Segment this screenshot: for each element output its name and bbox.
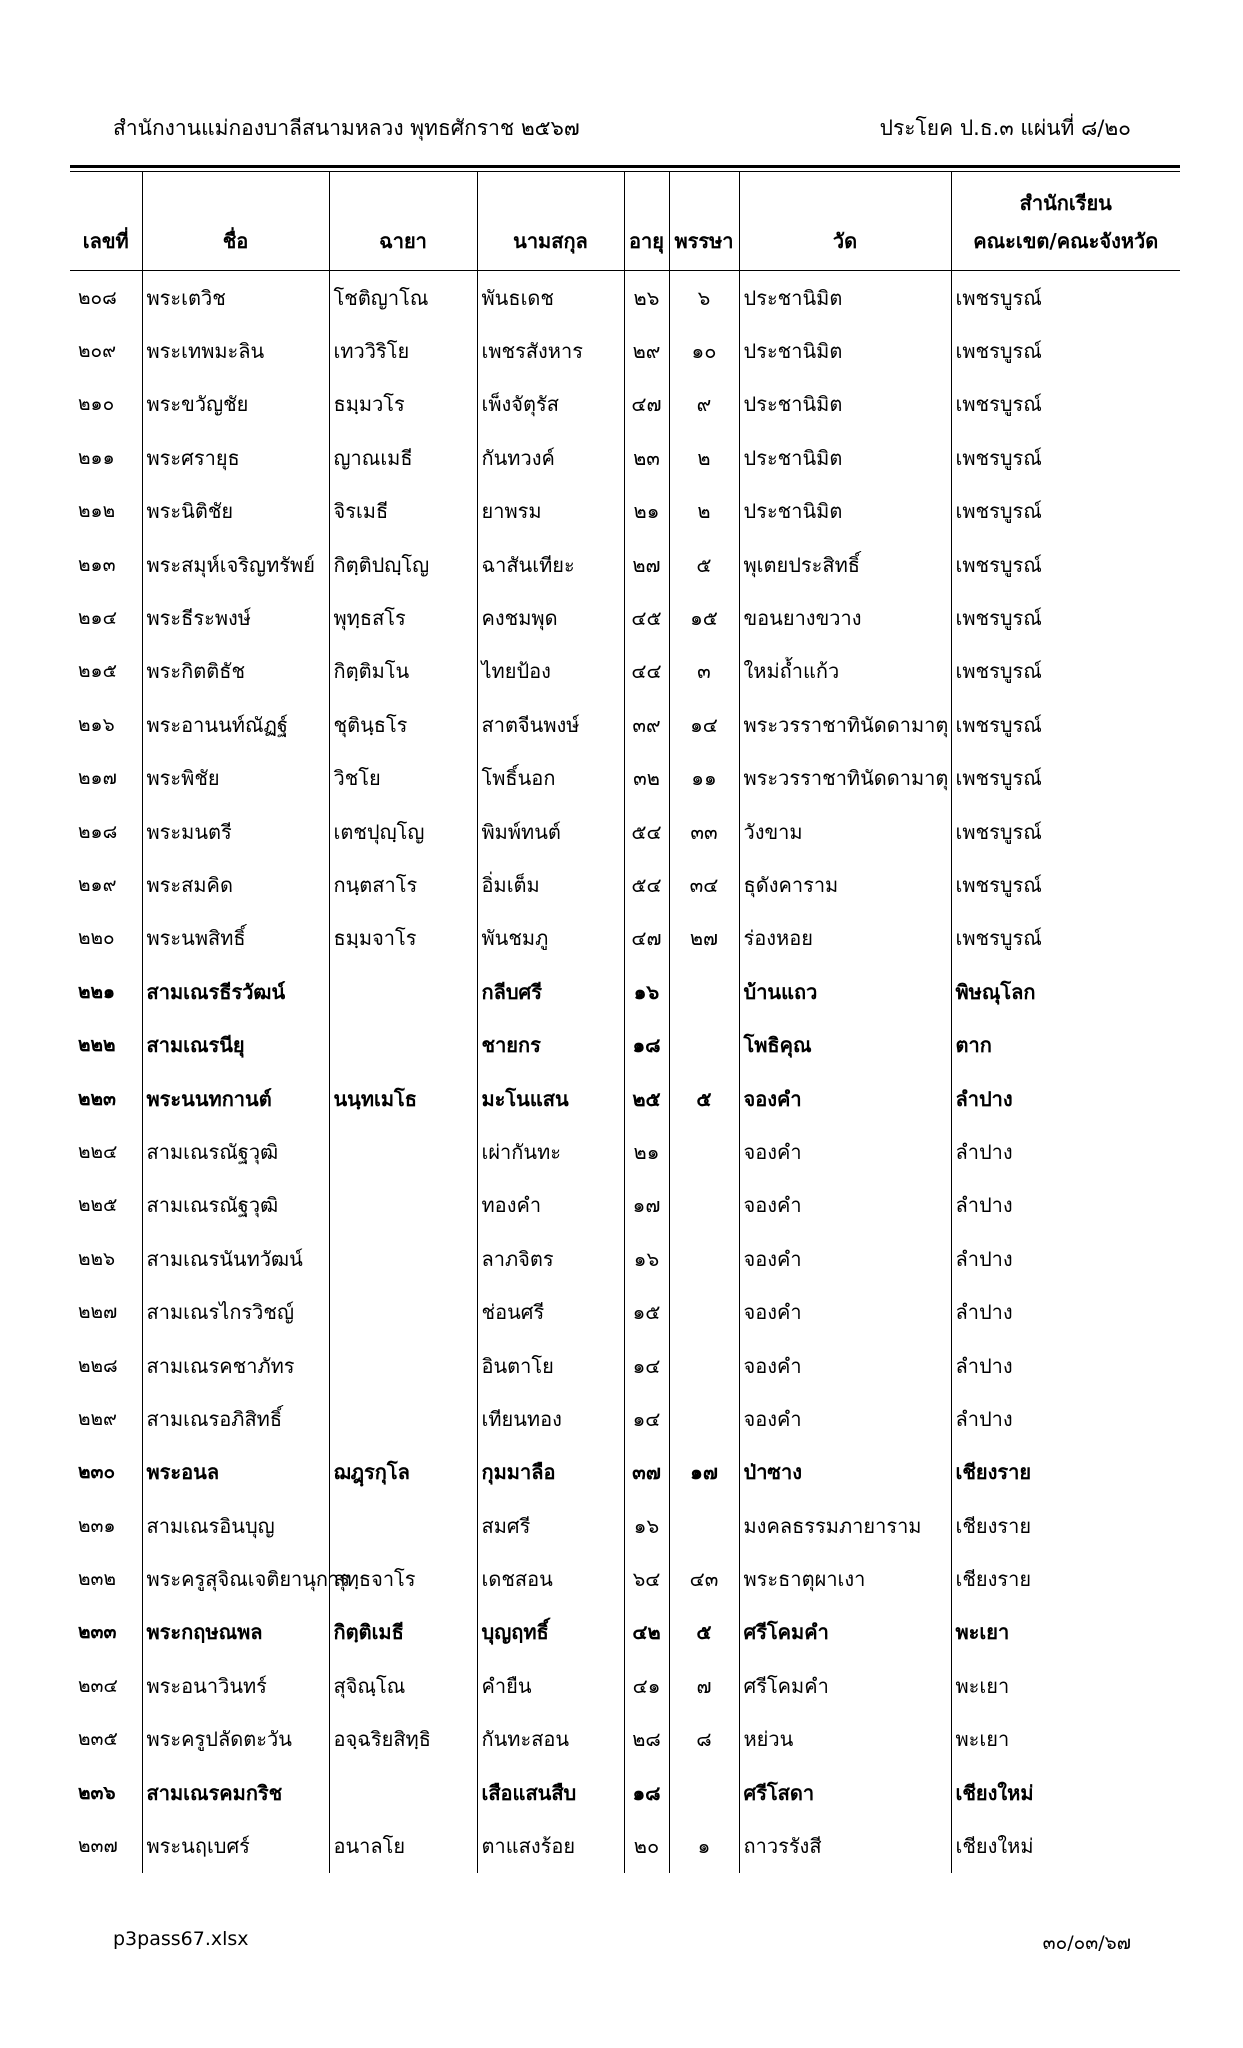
cell-age: ๓๗ [624, 1446, 669, 1499]
cell-office: พะเยา [951, 1713, 1180, 1766]
cell-no: ๒๑๘ [78, 820, 118, 843]
table-row [70, 1552, 1180, 1605]
cell-name: สามเณรนียุ [142, 1018, 329, 1071]
cell-chaya [329, 965, 477, 1018]
cell-surname: เทียนทอง [477, 1392, 624, 1445]
cell-chaya: เตชปุญฺโญ [329, 805, 477, 858]
cell-wat: จองคำ [739, 1072, 951, 1125]
cell-chaya: สุทฺธจาโร [329, 1552, 477, 1605]
cell-chaya: กนฺตสาโร [329, 858, 477, 911]
table-row [70, 1766, 1180, 1819]
cell-wat: บ้านแถว [739, 965, 951, 1018]
cell-wat: ประชานิมิต [739, 324, 951, 377]
col-age: อายุ [624, 172, 669, 271]
table-row [70, 538, 1180, 591]
table-row [70, 1285, 1180, 1338]
cell-no: ๒๒๓ [78, 1087, 117, 1110]
cell-no: ๒๒๐ [78, 927, 115, 950]
cell-age: ๒๑ [624, 485, 669, 538]
cell-chaya: นนฺทเมโธ [329, 1072, 477, 1125]
cell-office: เพชรบูรณ์ [951, 378, 1180, 431]
cell-pansa: ๑๕ [669, 591, 739, 644]
cell-name: พระมนตรี [142, 805, 329, 858]
cell-pansa: ๕ [669, 1606, 739, 1659]
cell-name: พระสมุห์เจริญทรัพย์ [142, 538, 329, 591]
cell-pansa [669, 1125, 739, 1178]
cell-name: พระครูปลัดตะวัน [142, 1713, 329, 1766]
cell-age: ๑๕ [624, 1285, 669, 1338]
cell-age: ๑๔ [624, 1339, 669, 1392]
cell-office: เพชรบูรณ์ [951, 431, 1180, 484]
cell-age: ๑๘ [624, 1766, 669, 1819]
cell-office: เชียงราย [951, 1446, 1180, 1499]
cell-age: ๒๙ [624, 324, 669, 377]
cell-surname: ตาแสงร้อย [477, 1819, 624, 1872]
cell-no: ๒๐๘ [78, 286, 117, 309]
cell-wat: ศรีโคมคำ [739, 1606, 951, 1659]
table-row [70, 271, 1180, 325]
cell-wat: มงคลธรรมภายาราม [739, 1499, 951, 1552]
cell-name: พระพิชัย [142, 752, 329, 805]
cell-chaya: สุจิณฺโณ [329, 1659, 477, 1712]
cell-name: พระอนาวินทร์ [142, 1659, 329, 1712]
cell-no: ๒๒๕ [78, 1194, 118, 1217]
cell-office: เชียงใหม่ [951, 1766, 1180, 1819]
cell-name: สามเณรอภิสิทธิ์ [142, 1392, 329, 1445]
cell-wat: ขอนยางขวาง [739, 591, 951, 644]
cell-chaya [329, 1499, 477, 1552]
cell-pansa: ๕ [669, 1072, 739, 1125]
cell-age: ๑๘ [624, 1018, 669, 1071]
cell-office: ตาก [951, 1018, 1180, 1071]
table-row [70, 1659, 1180, 1712]
cell-chaya: กิตฺติปญฺโญ [329, 538, 477, 591]
cell-chaya: เทววิริโย [329, 324, 477, 377]
cell-name: สามเณรณัฐวุฒิ [142, 1179, 329, 1232]
cell-chaya [329, 1179, 477, 1232]
cell-office: พิษณุโลก [951, 965, 1180, 1018]
cell-no: ๒๒๖ [78, 1247, 116, 1270]
cell-no: ๒๑๗ [78, 767, 117, 790]
cell-age: ๑๖ [624, 1499, 669, 1552]
cell-age: ๓๒ [624, 752, 669, 805]
cell-age: ๒๐ [624, 1819, 669, 1872]
cell-office: เชียงราย [951, 1552, 1180, 1605]
cell-pansa: ๓๓ [669, 805, 739, 858]
cell-office: เพชรบูรณ์ [951, 698, 1180, 751]
col-office-bottom: คณะเขต/คณะจังหวัด [973, 229, 1159, 253]
table-row [70, 1232, 1180, 1285]
cell-surname: ฉาสันเทียะ [477, 538, 624, 591]
cell-wat: ใหม่ถ้ำแก้ว [739, 645, 951, 698]
cell-age: ๒๗ [624, 538, 669, 591]
cell-no: ๒๓๑ [78, 1514, 116, 1537]
table-row [70, 1072, 1180, 1125]
cell-wat: ธุดังคาราม [739, 858, 951, 911]
cell-wat: ประชานิมิต [739, 431, 951, 484]
cell-office: ลำปาง [951, 1339, 1180, 1392]
cell-age: ๑๖ [624, 965, 669, 1018]
cell-age: ๒๖ [624, 271, 669, 325]
cell-office: เพชรบูรณ์ [951, 591, 1180, 644]
cell-no: ๒๐๙ [78, 340, 117, 363]
cell-chaya: ฌฎฺรกุโล [329, 1446, 477, 1499]
cell-age: ๕๔ [624, 858, 669, 911]
cell-name: สามเณรไกรวิชญ์ [142, 1285, 329, 1338]
cell-office: เพชรบูรณ์ [951, 805, 1180, 858]
cell-office: พะเยา [951, 1606, 1180, 1659]
cell-chaya: จิรเมธี [329, 485, 477, 538]
cell-wat: พระธาตุผาเงา [739, 1552, 951, 1605]
cell-chaya [329, 1285, 477, 1338]
header-right: ประโยค ป.ธ.๓ แผ่นที่ ๘/๒๐ [879, 116, 1131, 140]
cell-no: ๒๑๑ [78, 446, 115, 469]
cell-pansa: ๑๗ [669, 1446, 739, 1499]
cell-office: ลำปาง [951, 1179, 1180, 1232]
cell-name: พระนิติชัย [142, 485, 329, 538]
cell-pansa [669, 1766, 739, 1819]
cell-pansa: ๙ [669, 378, 739, 431]
cell-pansa: ๑๑ [669, 752, 739, 805]
cell-no: ๒๓๕ [78, 1728, 118, 1751]
cell-no: ๒๒๘ [78, 1354, 118, 1377]
cell-wat: พระวรราชาทินัดดามาตุ [739, 752, 951, 805]
cell-office: พะเยา [951, 1659, 1180, 1712]
cell-surname: ช่อนศรี [477, 1285, 624, 1338]
cell-wat: พุเตยประสิทธิ์ [739, 538, 951, 591]
cell-no: ๒๓๐ [78, 1461, 116, 1484]
results-table [70, 172, 1180, 1873]
cell-pansa [669, 1018, 739, 1071]
cell-pansa [669, 1179, 739, 1232]
cell-chaya: ญาณเมธี [329, 431, 477, 484]
cell-no: ๒๒๑ [78, 980, 116, 1003]
table-row [70, 805, 1180, 858]
table-row [70, 1179, 1180, 1232]
cell-age: ๒๕ [624, 1072, 669, 1125]
cell-surname: ทองคำ [477, 1179, 624, 1232]
cell-chaya: พุทฺธสโร [329, 591, 477, 644]
cell-age: ๔๗ [624, 912, 669, 965]
cell-wat: จองคำ [739, 1392, 951, 1445]
col-pansa: พรรษา [669, 172, 739, 271]
cell-surname: เพชรสังหาร [477, 324, 624, 377]
cell-pansa: ๒ [669, 485, 739, 538]
cell-name: สามเณรคมกริช [142, 1766, 329, 1819]
cell-wat: โพธิคุณ [739, 1018, 951, 1071]
cell-pansa [669, 1285, 739, 1338]
cell-pansa: ๓๔ [669, 858, 739, 911]
cell-wat: จองคำ [739, 1339, 951, 1392]
table-row [70, 324, 1180, 377]
cell-office: ลำปาง [951, 1232, 1180, 1285]
cell-office: ลำปาง [951, 1392, 1180, 1445]
cell-surname: บุญฤทธิ์ [477, 1606, 624, 1659]
cell-wat: ประชานิมิต [739, 378, 951, 431]
col-surname: นามสกุล [477, 172, 624, 271]
cell-office: เพชรบูรณ์ [951, 271, 1180, 325]
cell-name: พระศรายุธ [142, 431, 329, 484]
cell-wat: ศรีโคมคำ [739, 1659, 951, 1712]
cell-name: พระนพสิทธิ์ [142, 912, 329, 965]
cell-pansa [669, 1499, 739, 1552]
cell-no: ๒๒๗ [78, 1301, 118, 1324]
cell-age: ๒๓ [624, 431, 669, 484]
cell-office: เพชรบูรณ์ [951, 485, 1180, 538]
cell-no: ๒๓๗ [78, 1835, 118, 1858]
cell-surname: มะโนแสน [477, 1072, 624, 1125]
cell-surname: ชายกร [477, 1018, 624, 1071]
table-row [70, 1339, 1180, 1392]
cell-no: ๒๑๐ [78, 393, 115, 416]
header-left: สำนักงานแม่กองบาลีสนามหลวง พุทธศักราช ๒๕๖๗ [113, 116, 580, 140]
cell-age: ๑๔ [624, 1392, 669, 1445]
cell-surname: พิมพ์ทนต์ [477, 805, 624, 858]
cell-pansa: ๑๔ [669, 698, 739, 751]
top-rule-thick [70, 165, 1180, 168]
cell-no: ๒๒๔ [78, 1140, 118, 1163]
cell-name: พระอานนท์ณัฏฐ์ [142, 698, 329, 751]
table-row [70, 1499, 1180, 1552]
cell-surname: คงชมพุด [477, 591, 624, 644]
cell-surname: พันธเดช [477, 271, 624, 325]
table-row [70, 1606, 1180, 1659]
cell-wat: หย่วน [739, 1713, 951, 1766]
cell-pansa: ๖ [669, 271, 739, 325]
cell-surname: ไทยป้อง [477, 645, 624, 698]
cell-wat: ร่องหอย [739, 912, 951, 965]
table-row [70, 591, 1180, 644]
cell-office: เพชรบูรณ์ [951, 645, 1180, 698]
table-row [70, 912, 1180, 965]
cell-surname: ยาพรม [477, 485, 624, 538]
cell-chaya: กิตฺติเมธี [329, 1606, 477, 1659]
cell-surname: คำยืน [477, 1659, 624, 1712]
cell-surname: ลาภจิตร [477, 1232, 624, 1285]
footer-date: ๓๐/๐๓/๖๗ [1042, 1932, 1131, 1954]
cell-chaya [329, 1232, 477, 1285]
cell-chaya: กิตฺติมโน [329, 645, 477, 698]
cell-office: เพชรบูรณ์ [951, 858, 1180, 911]
cell-chaya: อนาลโย [329, 1819, 477, 1872]
cell-name: สามเณรอินบุญ [142, 1499, 329, 1552]
cell-no: ๒๓๖ [78, 1781, 116, 1804]
cell-office: ลำปาง [951, 1125, 1180, 1178]
cell-wat: จองคำ [739, 1125, 951, 1178]
cell-office: ลำปาง [951, 1072, 1180, 1125]
cell-name: พระนฤเบศร์ [142, 1819, 329, 1872]
cell-surname: เพ็งจัตุรัส [477, 378, 624, 431]
cell-chaya [329, 1766, 477, 1819]
cell-age: ๔๗ [624, 378, 669, 431]
table-row [70, 1713, 1180, 1766]
cell-pansa: ๑ [669, 1819, 739, 1872]
cell-name: พระนนทกานต์ [142, 1072, 329, 1125]
table-row [70, 431, 1180, 484]
cell-surname: สมศรี [477, 1499, 624, 1552]
cell-pansa [669, 965, 739, 1018]
cell-name: พระสมคิด [142, 858, 329, 911]
cell-chaya: ธมฺมวโร [329, 378, 477, 431]
cell-wat: ประชานิมิต [739, 271, 951, 325]
cell-office: เพชรบูรณ์ [951, 912, 1180, 965]
cell-wat: ป่าซาง [739, 1446, 951, 1499]
cell-age: ๑๗ [624, 1179, 669, 1232]
table-row [70, 1392, 1180, 1445]
cell-office: ลำปาง [951, 1285, 1180, 1338]
cell-surname: เผ่ากันทะ [477, 1125, 624, 1178]
table-row [70, 1446, 1180, 1499]
cell-office: เพชรบูรณ์ [951, 752, 1180, 805]
col-office [951, 172, 1180, 271]
cell-no: ๒๓๔ [78, 1674, 118, 1697]
table-row [70, 698, 1180, 751]
table-header-row [70, 172, 1180, 271]
cell-age: ๔๕ [624, 591, 669, 644]
cell-no: ๒๑๓ [78, 553, 116, 576]
cell-pansa [669, 1232, 739, 1285]
cell-surname: เสือแสนสืบ [477, 1766, 624, 1819]
cell-name: พระอนล [142, 1446, 329, 1499]
cell-wat: จองคำ [739, 1232, 951, 1285]
col-wat: วัด [739, 172, 951, 271]
cell-chaya: โชติญาโณ [329, 271, 477, 325]
cell-wat: พระวรราชาทินัดดามาตุ [739, 698, 951, 751]
table-row [70, 1819, 1180, 1872]
table-row [70, 965, 1180, 1018]
cell-age: ๔๑ [624, 1659, 669, 1712]
cell-name: สามเณรณัฐวุฒิ [142, 1125, 329, 1178]
cell-age: ๒๑ [624, 1125, 669, 1178]
cell-age: ๓๙ [624, 698, 669, 751]
footer-filename: p3pass67.xlsx [113, 1928, 249, 1950]
cell-name: พระกฤษณพล [142, 1606, 329, 1659]
cell-surname: พันชมภู [477, 912, 624, 965]
table-row [70, 645, 1180, 698]
cell-office: เพชรบูรณ์ [951, 324, 1180, 377]
cell-chaya: อจฺฉริยสิทฺธิ [329, 1713, 477, 1766]
cell-pansa: ๔๓ [669, 1552, 739, 1605]
cell-name: พระครูสุจิณเจติยานุการ [142, 1552, 329, 1605]
cell-surname: โพธิ์นอก [477, 752, 624, 805]
cell-surname: กันทวงค์ [477, 431, 624, 484]
cell-surname: สาตจีนพงษ์ [477, 698, 624, 751]
table-row [70, 1125, 1180, 1178]
cell-pansa: ๘ [669, 1713, 739, 1766]
table-row [70, 485, 1180, 538]
cell-chaya [329, 1018, 477, 1071]
cell-chaya [329, 1392, 477, 1445]
cell-surname: อิ่มเต็ม [477, 858, 624, 911]
cell-pansa: ๑๐ [669, 324, 739, 377]
cell-chaya: ชุตินฺธโร [329, 698, 477, 751]
cell-age: ๑๖ [624, 1232, 669, 1285]
cell-wat: วังขาม [739, 805, 951, 858]
cell-no: ๒๒๙ [78, 1407, 117, 1430]
cell-name: สามเณรคชาภัทร [142, 1339, 329, 1392]
cell-surname: กันทะสอน [477, 1713, 624, 1766]
cell-wat: ศรีโสดา [739, 1766, 951, 1819]
cell-name: พระกิตติธัช [142, 645, 329, 698]
cell-no: ๒๓๓ [78, 1621, 117, 1644]
cell-name: สามเณรธีรวัฒน์ [142, 965, 329, 1018]
cell-no: ๒๓๒ [78, 1568, 117, 1591]
col-no: เลขที่ [70, 172, 142, 271]
cell-age: ๒๘ [624, 1713, 669, 1766]
cell-age: ๔๔ [624, 645, 669, 698]
cell-no: ๒๑๒ [78, 500, 116, 523]
cell-office: เชียงใหม่ [951, 1819, 1180, 1872]
col-name: ชื่อ [142, 172, 329, 271]
cell-pansa: ๗ [669, 1659, 739, 1712]
cell-surname: เดชสอน [477, 1552, 624, 1605]
cell-pansa [669, 1392, 739, 1445]
cell-name: พระเตวิช [142, 271, 329, 325]
cell-pansa: ๕ [669, 538, 739, 591]
cell-no: ๒๑๕ [78, 660, 117, 683]
cell-pansa: ๒๗ [669, 912, 739, 965]
cell-pansa [669, 1339, 739, 1392]
col-chaya: ฉายา [329, 172, 477, 271]
cell-name: พระธีระพงษ์ [142, 591, 329, 644]
cell-surname: กุมมาลือ [477, 1446, 624, 1499]
cell-no: ๒๑๙ [78, 873, 117, 896]
cell-wat: ถาวรรังสี [739, 1819, 951, 1872]
table-row [70, 1018, 1180, 1071]
cell-name: สามเณรนันทวัฒน์ [142, 1232, 329, 1285]
cell-office: เชียงราย [951, 1499, 1180, 1552]
table-row [70, 858, 1180, 911]
cell-chaya [329, 1339, 477, 1392]
cell-name: พระเทพมะลิน [142, 324, 329, 377]
cell-chaya: ธมฺมจาโร [329, 912, 477, 965]
cell-age: ๕๔ [624, 805, 669, 858]
cell-age: ๖๔ [624, 1552, 669, 1605]
cell-wat: จองคำ [739, 1179, 951, 1232]
cell-chaya: วิชโย [329, 752, 477, 805]
cell-pansa: ๓ [669, 645, 739, 698]
cell-chaya [329, 1125, 477, 1178]
cell-wat: จองคำ [739, 1285, 951, 1338]
cell-no: ๒๒๒ [78, 1034, 116, 1057]
table-row [70, 378, 1180, 431]
cell-no: ๒๑๔ [78, 607, 117, 630]
col-office-top: สำนักเรียน [1019, 191, 1112, 215]
cell-surname: กลีบศรี [477, 965, 624, 1018]
cell-wat: ประชานิมิต [739, 485, 951, 538]
cell-pansa: ๒ [669, 431, 739, 484]
cell-office: เพชรบูรณ์ [951, 538, 1180, 591]
table-row [70, 752, 1180, 805]
cell-no: ๒๑๖ [78, 713, 115, 736]
cell-age: ๔๒ [624, 1606, 669, 1659]
cell-name: พระขวัญชัย [142, 378, 329, 431]
cell-surname: อินตาโย [477, 1339, 624, 1392]
